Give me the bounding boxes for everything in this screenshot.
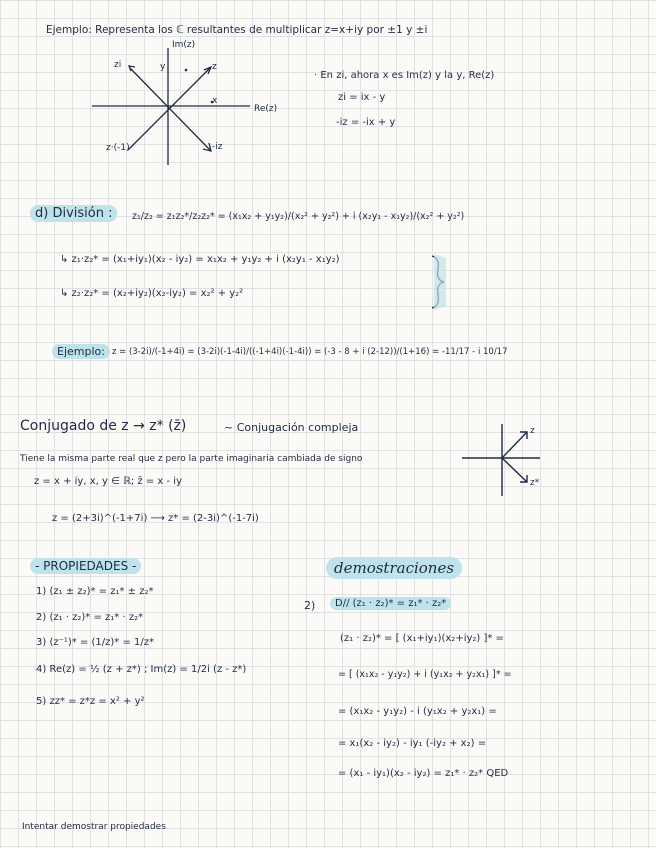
- division-line-1: ↳ z₁·z₂* = (x₁+iy₁)(x₂ - iy₂) = x₁x₂ + y₁y₂ + i (x₂y₁ - x₁y₂): [60, 254, 340, 265]
- demo-line-1: (z₁ · z₂)* = [ (x₁+iy₁)(x₂+iy₂) ]* =: [340, 633, 504, 644]
- note-2: zi = ix - y: [338, 92, 386, 103]
- conj-label-z: z: [530, 426, 535, 436]
- label-y: y: [160, 62, 166, 72]
- re-label: Re(z): [254, 104, 278, 114]
- demos-title: demostraciones: [326, 560, 462, 577]
- conjugate-title: Conjugado de z → z* (z̄): [20, 418, 187, 434]
- property-2: 2) (z₁ · z₂)* = z₁* · z₂*: [36, 612, 144, 623]
- conj-vector-zstar: [502, 458, 527, 482]
- note-3: -iz = -ix + y: [336, 117, 396, 128]
- division-equation: z₁/z₂ = z₁z₂*/z₂z₂* = (x₁x₂ + y₁y₂)/(x₂² + y₂²) + i (x₂y₁ - x₁y₂)/(x₂² + y₂²): [132, 211, 465, 222]
- label-zi: zi: [114, 60, 122, 70]
- property-5: 5) zz* = z*z = x² + y²: [36, 696, 145, 707]
- demo-line-2: = [ (x₁x₂ - y₁y₂) + i (y₁x₂ + y₂x₁) ]* =: [338, 669, 512, 680]
- demo-heading: D// (z₁ · z₂)* = z₁* · z₂*: [330, 598, 451, 610]
- conjugate-line-2: z = (2+3i)^(-1+7i) ⟶ z* = (2-3i)^(-1-7i): [52, 513, 259, 524]
- demo-line-5: = (x₁ - iy₁)(x₂ - iy₂) = z₁* · z₂* QED: [338, 768, 509, 779]
- point-y: [185, 69, 188, 72]
- conjugate-line-1: z = x + iy, x, y ∈ ℝ; z̄ = x - iy: [34, 476, 182, 487]
- properties-title: - PROPIEDADES -: [30, 560, 141, 574]
- demo-number: 2): [304, 599, 316, 612]
- demo-line-4: = x₁(x₂ - iy₂) - iy₁ (-iy₂ + x₂) =: [338, 738, 487, 749]
- im-label: Im(z): [172, 40, 196, 50]
- property-4: 4) Re(z) = ½ (z + z*) ; Im(z) = 1/2i (z - z*): [36, 664, 247, 675]
- demo-line-3: = (x₁x₂ - y₁y₂) - i (y₁x₂ + y₂x₁) =: [338, 706, 497, 717]
- label-x: x: [212, 96, 218, 106]
- example2-equation: z = (3-2i)/(-1+4i) = (3-2i)(-1-4i)/((-1+4i)(-1-4i)) = (-3 - 8 + i (2-12))/(1+16) = -11/17 - i 10/17: [112, 347, 508, 357]
- example1-title: Ejemplo: Representa los ℂ resultantes de multiplicar z=x+iy por ±1 y ±i: [46, 24, 428, 36]
- conjugate-subtitle: ~ Conjugación compleja: [224, 421, 359, 434]
- property-1: 1) (z₁ ± z₂)* = z₁* ± z₂*: [36, 586, 154, 597]
- conjugate-definition: Tiene la misma parte real que z pero la parte imaginaria cambiada de signo: [20, 454, 363, 464]
- footer-note: Intentar demostrar propiedades: [22, 822, 166, 832]
- conj-vector-z: [502, 432, 527, 458]
- example2-label: Ejemplo:: [52, 346, 110, 359]
- property-3: 3) (z⁻¹)* = (1/z)* = 1/z*: [36, 637, 155, 648]
- division-line-2: ↳ z₂·z₂* = (x₂+iy₂)(x₂-iy₂) = x₂² + y₂²: [60, 288, 244, 299]
- label-z: z: [212, 62, 217, 72]
- conj-label-zstar: z*: [530, 478, 540, 488]
- label-minusiz: -iz: [212, 142, 223, 152]
- division-label: d) División :: [30, 207, 117, 222]
- note-1: · En zi, ahora x es Im(z) y la y, Re(z): [314, 70, 495, 81]
- label-zneg: z·(-1): [106, 143, 130, 153]
